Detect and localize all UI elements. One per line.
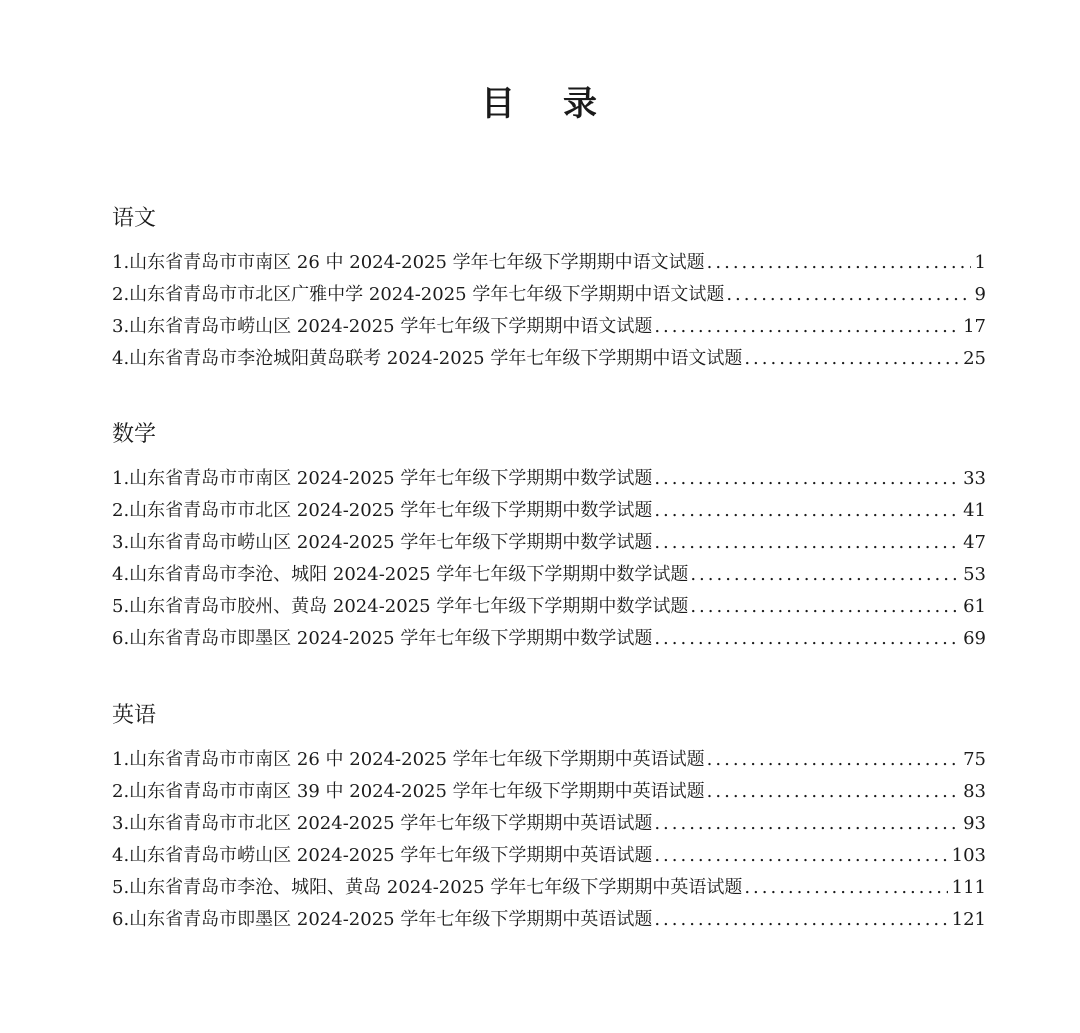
- toc-entry[interactable]: [112, 808, 986, 840]
- toc-entry-page: 103: [951, 845, 986, 866]
- toc-entry[interactable]: [112, 591, 986, 623]
- toc-entry-page: 41: [963, 500, 986, 521]
- dot-leader: [726, 279, 970, 311]
- page-title-char-2: 录: [563, 83, 599, 124]
- toc-entry-page: 25: [963, 348, 986, 369]
- toc-entry-title: 4.山东省青岛市崂山区 2024-2025 学年七年级下学期期中英语试题: [112, 845, 653, 866]
- page-title: [0, 81, 1080, 127]
- dot-leader: [707, 247, 971, 279]
- toc-entry[interactable]: [112, 776, 986, 808]
- toc-entry-title: 5.山东省青岛市胶州、黄岛 2024-2025 学年七年级下学期期中数学试题: [112, 596, 689, 617]
- toc-entry[interactable]: [112, 247, 986, 279]
- toc-entry-page: 83: [963, 781, 986, 802]
- dot-leader: [690, 591, 959, 623]
- toc-entry-title: 1.山东省青岛市市南区 26 中 2024-2025 学年七年级下学期期中英语试题: [112, 749, 705, 770]
- section-heading: 语文: [112, 206, 157, 231]
- dot-leader: [654, 808, 959, 840]
- toc-entry-title: 2.山东省青岛市市北区广雅中学 2024-2025 学年七年级下学期期中语文试题: [112, 284, 725, 305]
- toc-entry-page: 75: [963, 749, 986, 770]
- section-heading: 英语: [112, 703, 157, 728]
- dot-leader: [654, 495, 959, 527]
- toc-entry-page: 93: [963, 813, 986, 834]
- toc-entry-page: 69: [963, 628, 986, 649]
- toc-entry-page: 9: [974, 284, 986, 305]
- toc-entry-page: 1: [974, 252, 986, 273]
- toc-entry[interactable]: [112, 559, 986, 591]
- toc-entry-title: 5.山东省青岛市李沧、城阳、黄岛 2024-2025 学年七年级下学期期中英语试题: [112, 877, 743, 898]
- toc-entry-page: 17: [963, 316, 986, 337]
- toc-entry-title: 1.山东省青岛市市南区 2024-2025 学年七年级下学期期中数学试题: [112, 468, 653, 489]
- dot-leader: [744, 343, 959, 375]
- toc-entry[interactable]: [112, 311, 986, 343]
- toc-entry[interactable]: [112, 744, 986, 776]
- toc-entry[interactable]: [112, 527, 986, 559]
- toc-entry[interactable]: [112, 495, 986, 527]
- toc-entry-title: 4.山东省青岛市李沧、城阳 2024-2025 学年七年级下学期期中数学试题: [112, 564, 689, 585]
- dot-leader: [654, 311, 959, 343]
- toc-entry[interactable]: [112, 463, 986, 495]
- toc-entry-page: 111: [951, 877, 986, 898]
- toc-entry[interactable]: [112, 904, 986, 936]
- toc-entry-title: 2.山东省青岛市市北区 2024-2025 学年七年级下学期期中数学试题: [112, 500, 653, 521]
- dot-leader: [654, 527, 959, 559]
- dot-leader: [744, 872, 947, 904]
- toc-entry[interactable]: [112, 872, 986, 904]
- toc-entry-page: 121: [951, 909, 986, 930]
- toc-entry-title: 3.山东省青岛市崂山区 2024-2025 学年七年级下学期期中数学试题: [112, 532, 653, 553]
- dot-leader: [654, 840, 947, 872]
- toc-entry-page: 61: [963, 596, 986, 617]
- page-title-char-1: 目: [481, 83, 517, 124]
- toc-entry-page: 33: [963, 468, 986, 489]
- toc-entry-title: 1.山东省青岛市市南区 26 中 2024-2025 学年七年级下学期期中语文试题: [112, 252, 705, 273]
- dot-leader: [654, 623, 959, 655]
- dot-leader: [690, 559, 959, 591]
- toc-entry-title: 6.山东省青岛市即墨区 2024-2025 学年七年级下学期期中英语试题: [112, 909, 653, 930]
- toc-entry[interactable]: [112, 279, 986, 311]
- toc-entry-title: 2.山东省青岛市市南区 39 中 2024-2025 学年七年级下学期期中英语试题: [112, 781, 705, 802]
- dot-leader: [654, 904, 947, 936]
- dot-leader: [707, 744, 959, 776]
- dot-leader: [654, 463, 959, 495]
- toc-entry[interactable]: [112, 343, 986, 375]
- section-chinese: [112, 204, 986, 375]
- toc-entry-title: 3.山东省青岛市崂山区 2024-2025 学年七年级下学期期中语文试题: [112, 316, 653, 337]
- dot-leader: [707, 776, 959, 808]
- toc-entry[interactable]: [112, 840, 986, 872]
- toc-entry-page: 47: [963, 532, 986, 553]
- toc-entry-page: 53: [963, 564, 986, 585]
- toc-entry[interactable]: [112, 623, 986, 655]
- toc-entry-title: 3.山东省青岛市市北区 2024-2025 学年七年级下学期期中英语试题: [112, 813, 653, 834]
- section-math: [112, 420, 986, 655]
- toc-entry-title: 4.山东省青岛市李沧城阳黄岛联考 2024-2025 学年七年级下学期期中语文试题: [112, 348, 743, 369]
- section-english: [112, 701, 986, 936]
- section-heading: 数学: [112, 422, 157, 447]
- toc-entry-title: 6.山东省青岛市即墨区 2024-2025 学年七年级下学期期中数学试题: [112, 628, 653, 649]
